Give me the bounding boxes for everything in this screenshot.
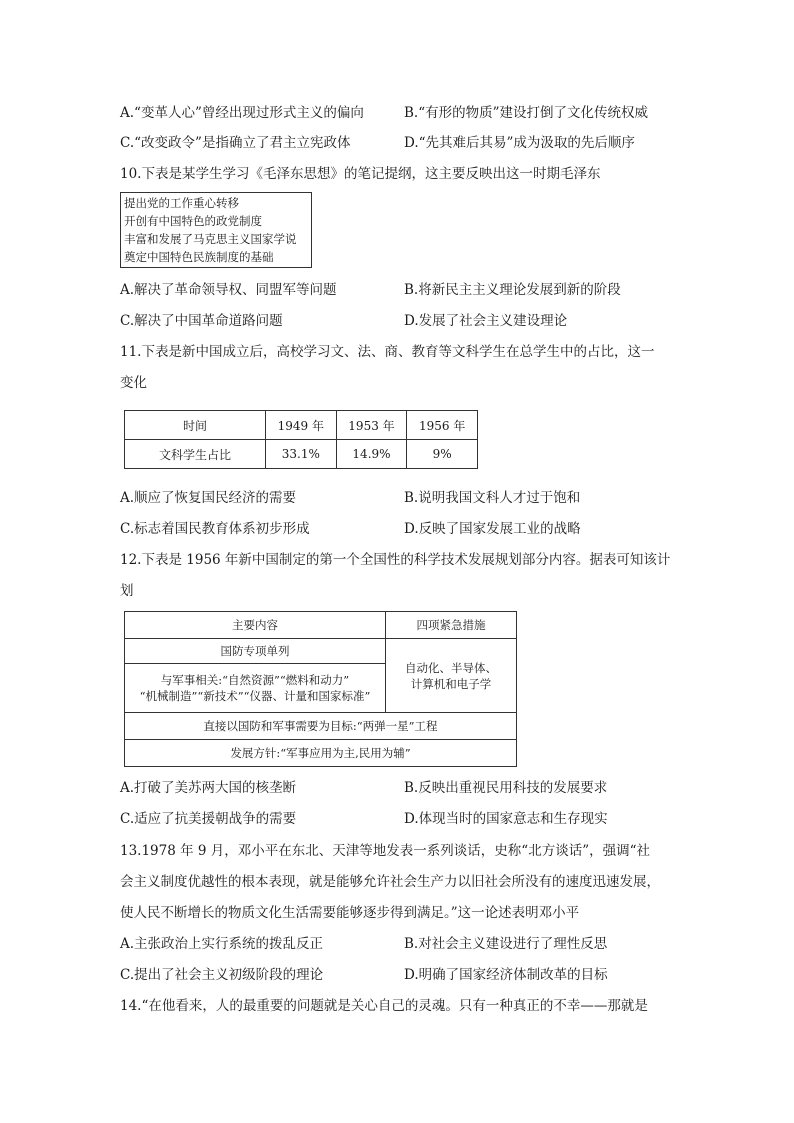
q9-option-c: C.“改变政令”是指确立了君主立宪政体 xyxy=(120,135,351,151)
q12-header-urgent: 四项紧急措施 xyxy=(386,612,517,639)
q13-stem-line1: 13.1978 年 9 月，邓小平在东北、天津等地发表一系列谈话，史称“北方谈话”，强调“社 xyxy=(120,843,650,859)
q12-military-cell xyxy=(125,664,386,713)
q11-stem-line2: 变化 xyxy=(120,375,147,391)
q11-header-cell: 1953 年 xyxy=(336,411,407,440)
q12-header-main: 主要内容 xyxy=(125,612,386,639)
q14-stem-line1: 14.“在他看来，人的最重要的问题就是关心自己的灵魂。只有一种真正的不幸——那就是 xyxy=(120,998,648,1014)
q13-option-b: B.对社会主义建设进行了理性反思 xyxy=(404,936,608,952)
q12-defense-cell: 国防专项单列 xyxy=(125,639,386,664)
q9-option-a: A.“变革人心”曾经出现过形式主义的偏向 xyxy=(120,105,364,121)
q11-header-cell: 1956 年 xyxy=(407,411,478,440)
q12-urgent-line: 计算机和电子学 xyxy=(410,676,492,691)
q9-option-b: B.“有形的物质”建设打倒了文化传统权威 xyxy=(404,105,649,121)
q11-header-cell: 1949 年 xyxy=(266,411,337,440)
q10-option-b: B.将新民主主义理论发展到新的阶段 xyxy=(404,282,621,298)
q10-option-c: C.解决了中国革命道路问题 xyxy=(120,313,283,329)
q10-note: 提出党的工作重心转移 xyxy=(124,196,239,210)
q11-stem-line1: 11.下表是新中国成立后，高校学习文、法、商、教育等文科学生在总学生中的占比，这一 xyxy=(120,344,655,360)
q11-cell: 33.1% xyxy=(266,440,337,469)
q9-option-d: D.“先其难后其易”成为汲取的先后顺序 xyxy=(404,135,635,151)
q12-goal-cell: 直接以国防和军事需要为目标:“两弹一星”工程 xyxy=(125,713,517,740)
q10-option-a: A.解决了革命领导权、同盟军等问题 xyxy=(120,282,337,298)
q11-option-a: A.顺应了恢复国民经济的需要 xyxy=(120,490,297,506)
q12-policy-cell: 发展方针:“军事应用为主,民用为辅” xyxy=(125,740,517,767)
q12-option-c: C.适应了抗美援朝战争的需要 xyxy=(120,811,297,827)
q12-urgent-cell xyxy=(386,639,517,713)
q12-stem-line1: 12.下表是 1956 年新中国制定的第一个全国性的科学技术发展规划部分内容。据表可知该计 xyxy=(120,552,671,568)
q11-row-label: 文科学生占比 xyxy=(125,440,266,469)
q13-option-d: D.明确了国家经济体制改革的目标 xyxy=(404,967,608,983)
q12-stem-line2: 划 xyxy=(120,583,134,599)
q11-cell: 9% xyxy=(407,440,478,469)
q11-header-cell: 时间 xyxy=(125,411,266,440)
q10-notes-box xyxy=(120,192,312,268)
q11-option-c: C.标志着国民教育体系初步形成 xyxy=(120,521,310,537)
q13-stem-line2: 会主义制度优越性的根本表现，就是能够允许社会生产力以旧社会所没有的速度迅速发展， xyxy=(120,874,660,890)
q10-note: 丰富和发展了马克思主义国家学说 xyxy=(124,232,297,246)
q12-option-b: B.反映出重视民用科技的发展要求 xyxy=(404,780,608,796)
q10-option-d: D.发展了社会主义建设理论 xyxy=(404,313,568,329)
q13-option-c: C.提出了社会主义初级阶段的理论 xyxy=(120,967,324,983)
q10-note: 开创有中国特色的政党制度 xyxy=(124,214,262,228)
q12-option-a: A.打破了美苏两大国的核垄断 xyxy=(120,780,297,796)
q13-stem-line3: 使人民不断增长的物质文化生活需要能够逐步得到满足。”这一论述表明邓小平 xyxy=(120,905,580,921)
q10-note: 奠定中国特色民族制度的基础 xyxy=(124,250,274,264)
q11-cell: 14.9% xyxy=(336,440,407,469)
q13-option-a: A.主张政治上实行系统的拨乱反正 xyxy=(120,936,324,952)
q12-urgent-line: 自动化、半导体、 xyxy=(405,660,497,675)
q11-option-d: D.反映了国家发展工业的战略 xyxy=(404,521,581,537)
q12-table xyxy=(124,611,517,767)
q11-option-b: B.说明我国文科人才过于饱和 xyxy=(404,490,581,506)
q12-military-line: 与军事相关:“自然资源”“燃料和动力” xyxy=(160,673,350,687)
q11-table xyxy=(124,410,478,469)
q12-military-line: “机械制造”“新技术”“仪器、计量和国家标准” xyxy=(139,689,371,703)
q12-option-d: D.体现当时的国家意志和生存现实 xyxy=(404,811,608,827)
q10-stem: 10.下表是某学生学习《毛泽东思想》的笔记提纲，这主要反映出这一时期毛泽东 xyxy=(120,166,601,182)
